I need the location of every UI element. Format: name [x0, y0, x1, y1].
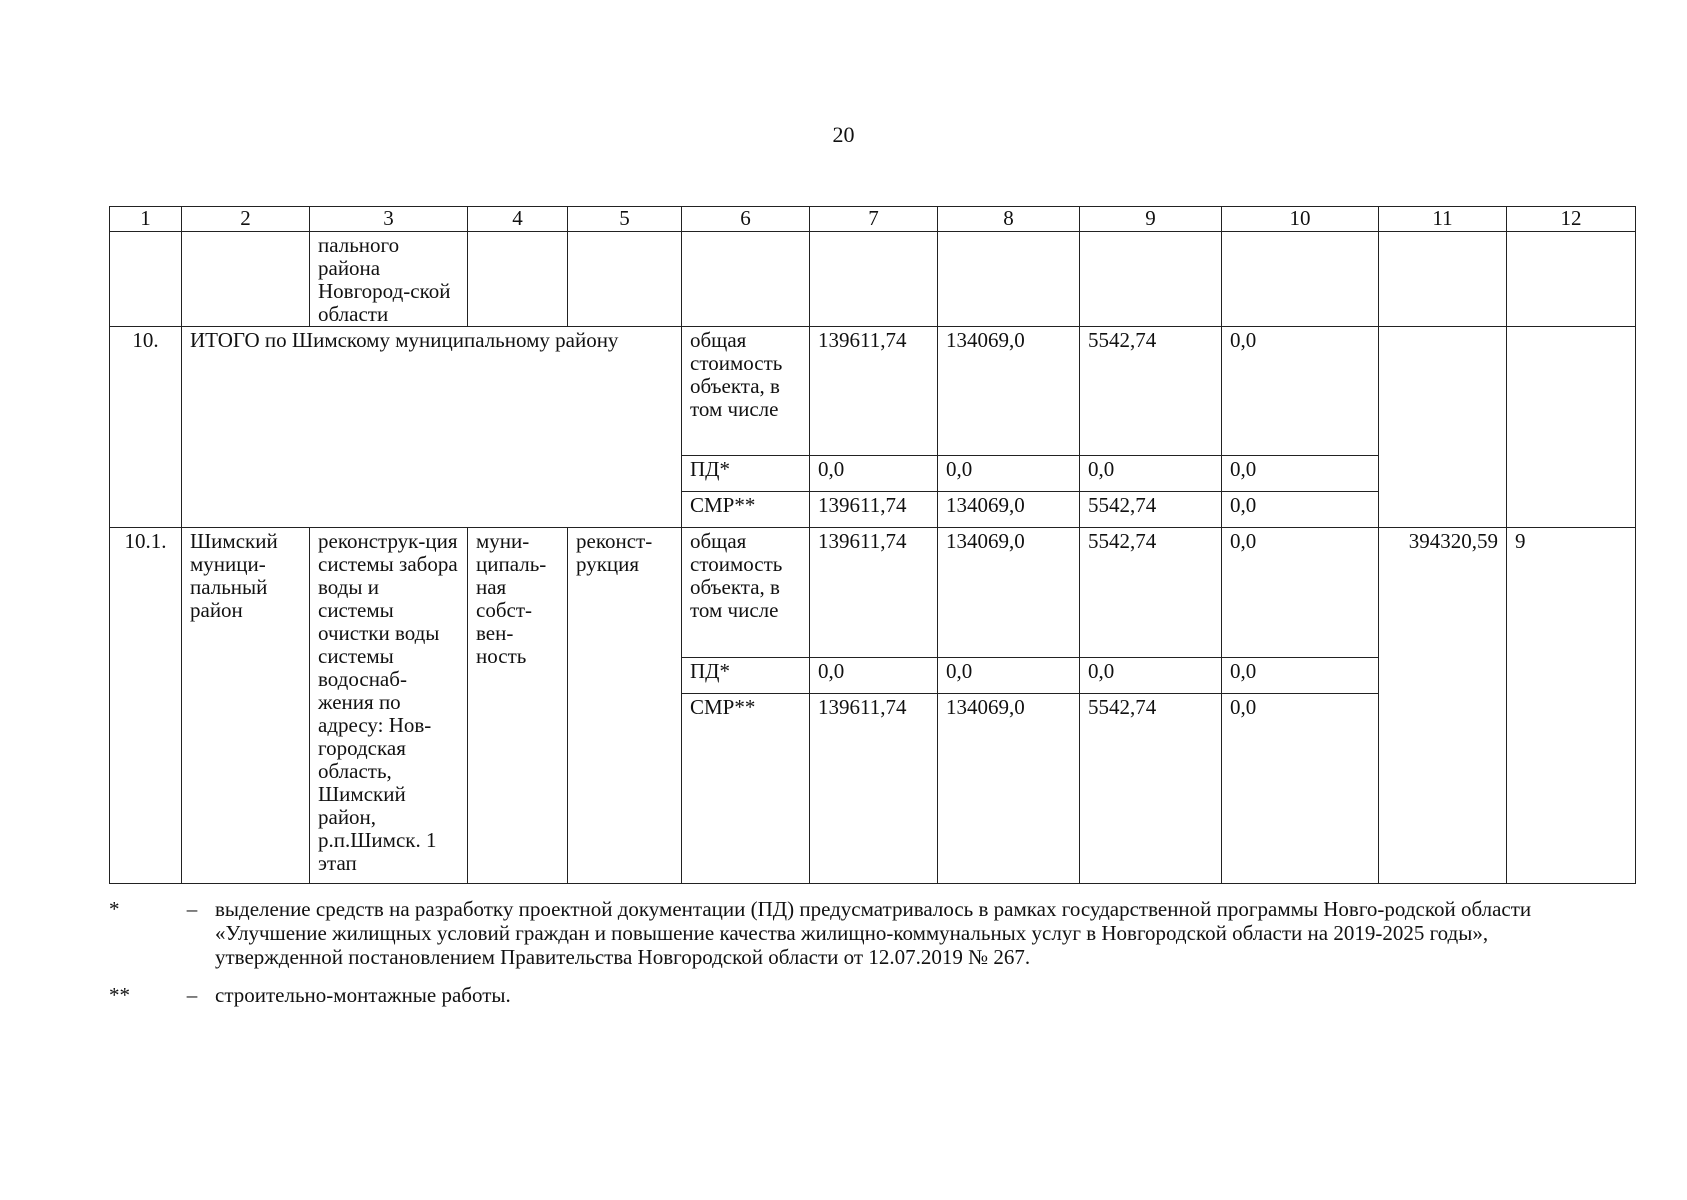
footnote-dash: – — [186, 983, 198, 1007]
column-number: 10 — [1222, 207, 1379, 232]
column-number: 3 — [310, 207, 468, 232]
footnote-mark: ** — [109, 983, 130, 1007]
cost-value: 139611,74 — [810, 694, 938, 884]
cost-value: 0,0 — [810, 658, 938, 694]
footnote-mark: * — [109, 897, 120, 921]
column-number: 8 — [938, 207, 1080, 232]
cost-value: 0,0 — [1222, 327, 1379, 456]
cost-label: СМР** — [682, 694, 810, 884]
column-number: 5 — [568, 207, 682, 232]
cost-value: 5542,74 — [1080, 327, 1222, 456]
page-number: 20 — [832, 122, 855, 147]
total-title: ИТОГО по Шимскому муниципальному району — [182, 327, 682, 528]
cost-label: ПД* — [682, 658, 810, 694]
cost-value: 0,0 — [1222, 528, 1379, 658]
cost-value: 139611,74 — [810, 327, 938, 456]
budget-table — [109, 206, 1636, 884]
cost-label: СМР** — [682, 492, 810, 528]
row-number: 10.1. — [110, 528, 182, 884]
footnote-text: выделение средств на разработку проектной документации (ПД) предусматривалось в рамках государственной программы Новго-родской области «Улучшение жилищных условий граждан и повышение качества жилищно-коммунальных услуг в Новгородской области на 2019-2025 годы», утвержденной постановлением Правительства Новгородской области от 12.07.2019 № 267. — [215, 897, 1532, 969]
cost-value: 0,0 — [1222, 694, 1379, 884]
column-number: 9 — [1080, 207, 1222, 232]
cost-value: 0,0 — [1080, 456, 1222, 492]
column-number: 7 — [810, 207, 938, 232]
footnote — [109, 983, 1559, 1007]
item-row — [110, 528, 1636, 658]
column-11-value: 394320,59 — [1379, 528, 1507, 884]
cost-value: 134069,0 — [938, 528, 1080, 658]
footnote-dash: – — [186, 897, 198, 921]
column-number: 4 — [468, 207, 568, 232]
cost-value: 0,0 — [810, 456, 938, 492]
footnote-text: строительно-монтажные работы. — [215, 983, 511, 1007]
cost-value: 5542,74 — [1080, 492, 1222, 528]
column-number: 11 — [1379, 207, 1507, 232]
cost-value: 139611,74 — [810, 528, 938, 658]
column-number: 2 — [182, 207, 310, 232]
cost-label: общая стоимость объекта, в том числе — [682, 528, 810, 658]
column-number: 12 — [1507, 207, 1636, 232]
column-number-row — [110, 207, 1636, 232]
cost-value: 5542,74 — [1080, 694, 1222, 884]
column-number: 1 — [110, 207, 182, 232]
footnote — [109, 897, 1559, 969]
column-number: 6 — [682, 207, 810, 232]
work-type-cell: реконст-рукция — [568, 528, 682, 884]
cost-value: 134069,0 — [938, 694, 1080, 884]
cost-value: 0,0 — [1222, 658, 1379, 694]
ownership-cell: муни-ципаль-ная собст-вен-ность — [468, 528, 568, 884]
continuation-row — [110, 232, 1636, 327]
cost-value: 139611,74 — [810, 492, 938, 528]
total-row — [110, 327, 1636, 456]
cost-value: 134069,0 — [938, 327, 1080, 456]
footnotes — [109, 897, 1559, 1021]
municipality-cell: Шимский муници-пальный район — [182, 528, 310, 884]
cost-value: 5542,74 — [1080, 528, 1222, 658]
object-cell: реконструк-ция системы забора воды и системы очистки воды системы водоснаб-жения по адресу: Нов-городская область, Шимский район, р.п.Шимск. 1 этап — [310, 528, 468, 884]
continued-text-cell: пального района Новгород-ской области — [310, 232, 468, 327]
cost-value: 0,0 — [1080, 658, 1222, 694]
cost-value: 134069,0 — [938, 492, 1080, 528]
column-12-value: 9 — [1507, 528, 1636, 884]
cost-label: ПД* — [682, 456, 810, 492]
cost-value: 0,0 — [938, 658, 1080, 694]
cost-value: 0,0 — [938, 456, 1080, 492]
cost-value: 0,0 — [1222, 492, 1379, 528]
cost-label: общая стоимость объекта, в том числе — [682, 327, 810, 456]
row-number: 10. — [110, 327, 182, 528]
cost-value: 0,0 — [1222, 456, 1379, 492]
